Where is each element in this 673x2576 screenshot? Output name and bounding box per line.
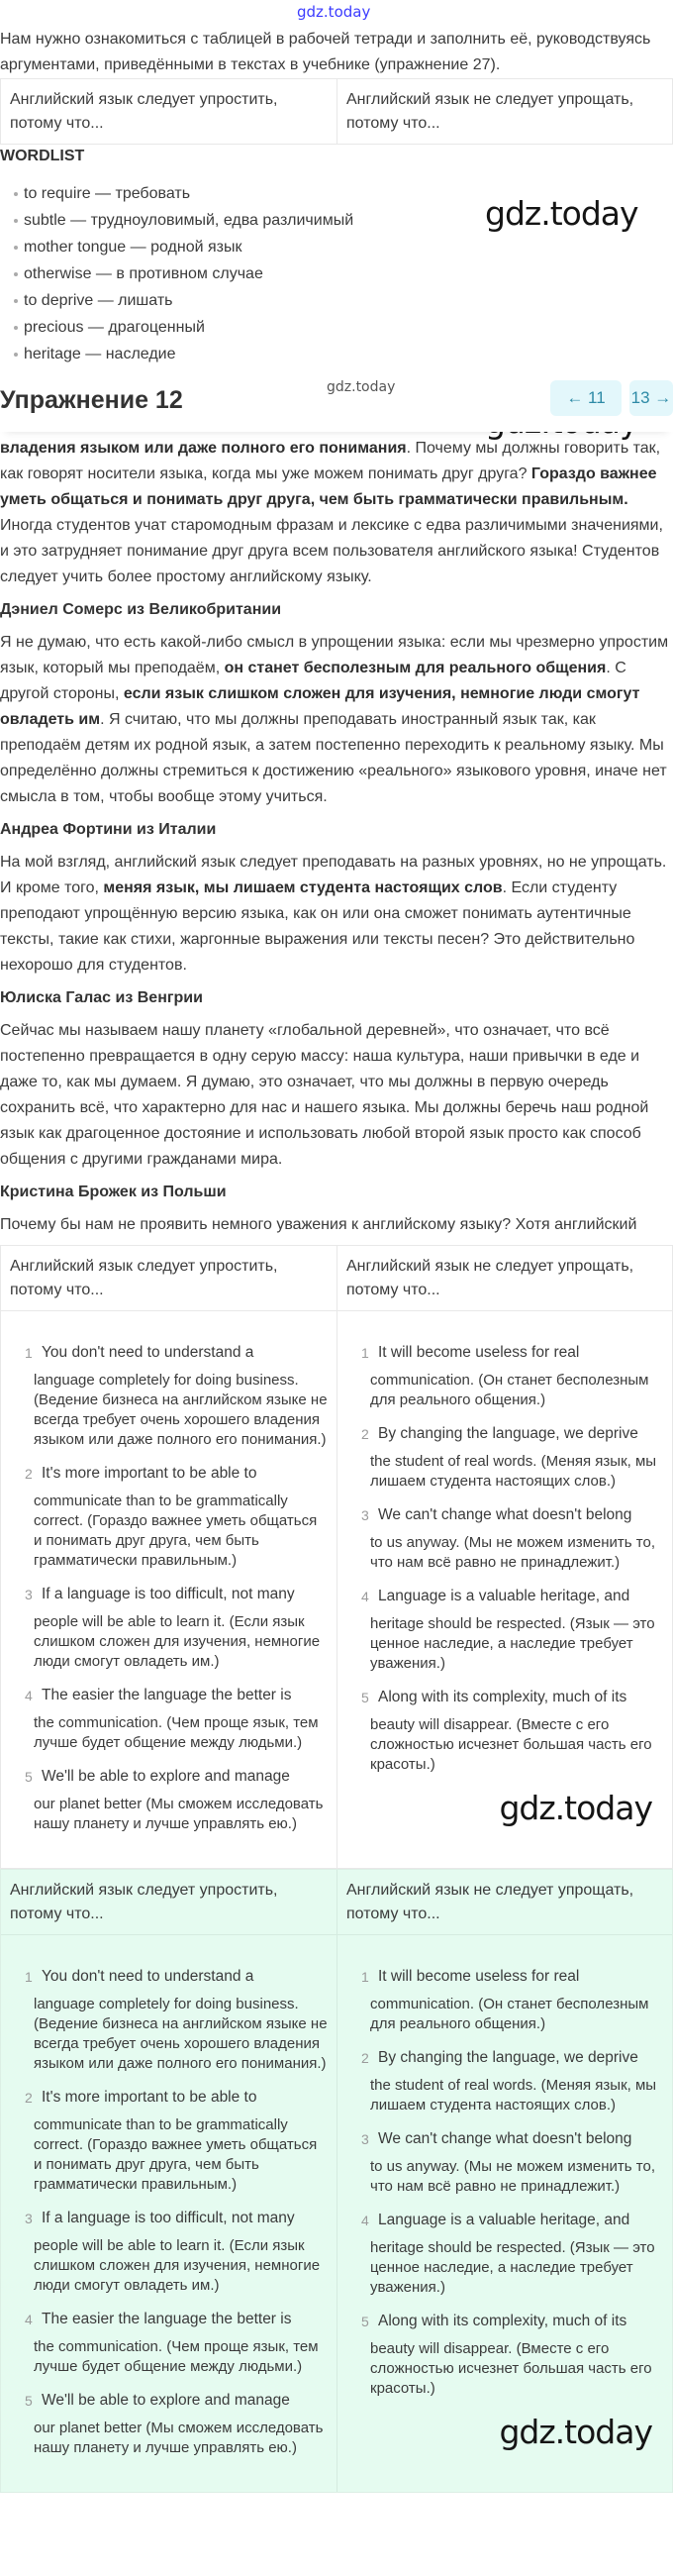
item-lead: We'll be able to explore and manage xyxy=(42,1768,290,1785)
item-text: language completely for doing business. (Ведение бизнеса на английском языке не всегда требует очень хорошего владения языком или даже полного его понимания.) xyxy=(34,1996,328,2072)
item-number: 3 xyxy=(25,2211,33,2226)
author-heading: Дэниел Сомерс из Великобритании xyxy=(0,601,282,618)
answer-item xyxy=(1,1767,329,1834)
item-lead: It will become useless for real xyxy=(378,1344,580,1361)
prev-exercise-button[interactable]: ← 11 xyxy=(550,380,622,416)
paragraph: На мой взгляд, английский язык следует преподавать на разных уровнях, но не упрощать. И кроме того, меняя язык, мы лишаем студента настоящих слов. Если студенту преподают упрощённую версию языка, как он или она сможет понимать аутентичные тексты, такие как стихи, жаргонные выражения или тексты песен? Это действительно нехорошо для студентов. xyxy=(0,854,667,974)
item-number: 2 xyxy=(361,2050,369,2066)
answer-item xyxy=(337,2312,664,2399)
item-lead: We can't change what doesn't belong xyxy=(378,1506,632,1523)
answer-item xyxy=(337,2048,664,2115)
wordlist-item: mother tongue — родной язык xyxy=(0,234,435,260)
wordlist-item: precious — драгоценный xyxy=(0,314,435,341)
bullet-icon xyxy=(14,299,18,303)
item-lead: It's more important to be able to xyxy=(42,1465,257,1482)
item-lead: If a language is too difficult, not many xyxy=(42,1586,295,1602)
answers-right xyxy=(336,1935,672,2492)
answer-item xyxy=(337,2129,664,2197)
wordlist xyxy=(0,180,435,367)
item-number: 5 xyxy=(361,1690,369,1705)
paragraph: владения языком или даже полного его понимания. Почему мы должны говорить так, как говорят носители языка, когда мы уже можем понимать друг друга? Гораздо важнее уметь общаться и понимать друг друга, чем быть грамматически правильным. Иногда студентов учат старомодным фразам и лексике с едва различимыми значениями, и это затрудняет понимание друг друга всем пользователя английского языка! Студентов следует учить более простому английскому языку. xyxy=(0,440,663,585)
item-number: 1 xyxy=(25,1969,33,1985)
watermark: gdz.today xyxy=(297,3,371,21)
wordlist-item: to deprive — лишать xyxy=(0,287,435,314)
answer-item xyxy=(1,1343,329,1450)
answers-left xyxy=(1,1311,336,1868)
item-lead: You don't need to understand a xyxy=(42,1344,254,1361)
answer-table-highlighted xyxy=(0,1869,673,2493)
bullet-icon xyxy=(14,246,18,250)
item-lead: By changing the language, we deprive xyxy=(378,2049,638,2066)
item-text: heritage should be respected. (Язык — это ценное наследие, а наследие требует уважения.) xyxy=(370,2239,655,2296)
wordlist-item: to require — требовать xyxy=(0,180,435,207)
bullet-icon xyxy=(14,219,18,223)
item-number: 5 xyxy=(25,2393,33,2409)
item-number: 3 xyxy=(361,1507,369,1523)
table-header-left: Английский язык следует упростить, потому что... xyxy=(10,1258,278,1298)
table-header-right: Английский язык не следует упрощать, потому что... xyxy=(346,91,634,132)
item-lead: Language is a valuable heritage, and xyxy=(378,1588,630,1604)
wordlist-item: subtle — трудноуловимый, едва различимый xyxy=(0,207,435,234)
answers-left xyxy=(1,1935,336,2492)
answer-item xyxy=(1,1967,329,2074)
item-lead: You don't need to understand a xyxy=(42,1968,254,1985)
item-number: 4 xyxy=(25,1688,33,1703)
answer-item xyxy=(1,1585,329,1672)
bullet-icon xyxy=(14,272,18,276)
item-number: 2 xyxy=(25,1466,33,1482)
item-number: 1 xyxy=(25,1345,33,1361)
item-number: 5 xyxy=(25,1769,33,1785)
item-text: our planet better (Мы сможем исследовать нашу планету и лучше управлять ею.) xyxy=(34,1796,324,1832)
author-heading: Юлиска Галас из Венгрии xyxy=(0,989,203,1006)
table-header-left: Английский язык следует упростить, потому что... xyxy=(10,91,278,132)
item-text: beauty will disappear. (Вместе с его сложностью исчезнет большая часть его красоты.) xyxy=(370,1716,652,1773)
item-number: 3 xyxy=(25,1587,33,1602)
item-text: communication. (Он станет бесполезным для реального общения.) xyxy=(370,1996,649,2032)
watermark: gdz.today xyxy=(327,379,396,395)
wordlist-item: otherwise — в противном случае xyxy=(0,260,435,287)
paragraph: Я не думаю, что есть какой-либо смысл в упрощении языка: если мы чрезмерно упростим язык, который мы преподаём, он станет бесполезным для реального общения. С другой стороны, если язык слишком сложен для изучения, немногие люди смогут овладеть им. Я считаю, что мы должны преподавать иностранный язык так, как преподаём детям их родной язык, а затем постепенно переходить к реальному языку. Мы определённо должны стремиться к достижению «реального» языкового уровня, иначе нет смысла в том, чтобы вообще этому учиться. xyxy=(0,634,669,805)
item-lead: Along with its complexity, much of its xyxy=(378,1689,627,1705)
wordlist-section xyxy=(0,145,673,367)
bullet-icon xyxy=(14,192,18,196)
bullet-icon xyxy=(14,353,18,357)
answer-item xyxy=(1,2088,329,2195)
answer-item xyxy=(1,2209,329,2296)
answer-item xyxy=(337,1343,664,1410)
item-text: the communication. (Чем проще язык, тем лучше будет общение между людьми.) xyxy=(34,2338,319,2375)
item-number: 3 xyxy=(361,2131,369,2147)
item-number: 4 xyxy=(25,2312,33,2327)
answer-item xyxy=(1,1464,329,1571)
paragraph: Сейчас мы называем нашу планету «глобальной деревней», что означает, что всё постепенно превращается в одну серую массу: наша культура, наши привычки в еде и даже то, как мы думаем. Я думаю, это означает, что мы должны в первую очередь сохранить всё, что характерно для нас и нашего языка. Мы должны беречь наш родной язык как драгоценное достояние и использовать любой второй язык просто как способ общения с другими гражданами мира. xyxy=(0,1022,649,1168)
author-heading: Андреа Фортини из Италии xyxy=(0,821,217,838)
watermark: gdz.today xyxy=(499,2413,652,2451)
answer-item xyxy=(337,1688,664,1775)
exercise-header xyxy=(0,374,673,432)
item-text: people will be able to learn it. (Если язык слишком сложен для изучения, немногие люди смогут овладеть им.) xyxy=(34,2237,321,2294)
item-text: to us anyway. (Мы не можем изменить то, что нам всё равно не принадлежит.) xyxy=(370,1534,655,1571)
author-heading: Кристина Брожек из Польши xyxy=(0,1184,227,1200)
item-number: 5 xyxy=(361,2314,369,2329)
answer-item xyxy=(1,2391,329,2458)
wordlist-title: WORDLIST xyxy=(0,148,85,164)
item-text: communicate than to be grammatically correct. (Гораздо важнее уметь общаться и понимать друг друга, чем быть грамматически правильным.) xyxy=(34,1493,318,1569)
item-lead: It will become useless for real xyxy=(378,1968,580,1985)
page-title: Упражнение 12 xyxy=(0,386,183,414)
answer-item xyxy=(1,2310,329,2377)
item-lead: We can't change what doesn't belong xyxy=(378,2130,632,2147)
answer-item xyxy=(337,1967,664,2034)
item-lead: By changing the language, we deprive xyxy=(378,1425,638,1442)
next-exercise-button[interactable]: 13 → xyxy=(629,380,673,416)
item-text: the student of real words. (Меняя язык, мы лишаем студента настоящих слов.) xyxy=(370,1453,657,1490)
item-number: 1 xyxy=(361,1345,369,1361)
item-text: communicate than to be grammatically correct. (Гораздо важнее уметь общаться и понимать друг друга, чем быть грамматически правильным.) xyxy=(34,2116,318,2193)
item-number: 4 xyxy=(361,2213,369,2228)
table-header-left: Английский язык следует упростить, потому что... xyxy=(10,1882,278,1922)
table-header-right: Английский язык не следует упрощать, потому что... xyxy=(346,1882,634,1922)
item-text: the student of real words. (Меняя язык, мы лишаем студента настоящих слов.) xyxy=(370,2077,657,2113)
item-text: our planet better (Мы сможем исследовать нашу планету и лучше управлять ею.) xyxy=(34,2420,324,2456)
item-number: 4 xyxy=(361,1589,369,1604)
item-lead: If a language is too difficult, not many xyxy=(42,2210,295,2226)
answer-item xyxy=(337,2211,664,2298)
answers-right xyxy=(336,1311,672,1868)
watermark: gdz.today xyxy=(485,194,638,233)
item-lead: The easier the language the better is xyxy=(42,1687,292,1703)
item-lead: We'll be able to explore and manage xyxy=(42,2392,290,2409)
item-text: beauty will disappear. (Вместе с его сложностью исчезнет большая часть его красоты.) xyxy=(370,2340,652,2397)
intro-text: Нам нужно ознакомиться с таблицей в рабочей тетради и заполнить её, руководствуясь аргументами, приведёнными в текстах в учебнике (упражнение 27). xyxy=(0,31,651,73)
item-lead: Language is a valuable heritage, and xyxy=(378,2212,630,2228)
table-header-right: Английский язык не следует упрощать, потому что... xyxy=(346,1258,634,1298)
item-text: heritage should be respected. (Язык — это ценное наследие, а наследие требует уважения.) xyxy=(370,1615,655,1672)
bullet-icon xyxy=(14,326,18,330)
answer-table xyxy=(0,1245,673,1869)
item-text: communication. (Он станет бесполезным для реального общения.) xyxy=(370,1372,649,1408)
article-text xyxy=(0,436,673,1238)
paragraph: Почему бы нам не проявить немного уважения к английскому языку? Хотя английский xyxy=(0,1216,637,1233)
item-number: 2 xyxy=(25,2090,33,2106)
wordlist-item: heritage — наследие xyxy=(0,341,435,367)
item-lead: It's more important to be able to xyxy=(42,2089,257,2106)
answer-item xyxy=(337,1505,664,1573)
answer-item xyxy=(337,1587,664,1674)
watermark: gdz.today xyxy=(499,1789,652,1827)
item-number: 2 xyxy=(361,1426,369,1442)
item-number: 1 xyxy=(361,1969,369,1985)
item-lead: Along with its complexity, much of its xyxy=(378,2313,627,2329)
item-lead: The easier the language the better is xyxy=(42,2311,292,2327)
item-text: to us anyway. (Мы не можем изменить то, что нам всё равно не принадлежит.) xyxy=(370,2158,655,2195)
item-text: people will be able to learn it. (Если язык слишком сложен для изучения, немногие люди смогут овладеть им.) xyxy=(34,1613,321,1670)
answer-item xyxy=(1,1686,329,1753)
empty-table xyxy=(0,78,673,145)
answer-item xyxy=(337,1424,664,1492)
watermark-row xyxy=(0,0,673,27)
item-text: the communication. (Чем проще язык, тем лучше будет общение между людьми.) xyxy=(34,1714,319,1751)
item-text: language completely for doing business. (Ведение бизнеса на английском языке не всегда требует очень хорошего владения языком или даже полного его понимания.) xyxy=(34,1372,328,1448)
